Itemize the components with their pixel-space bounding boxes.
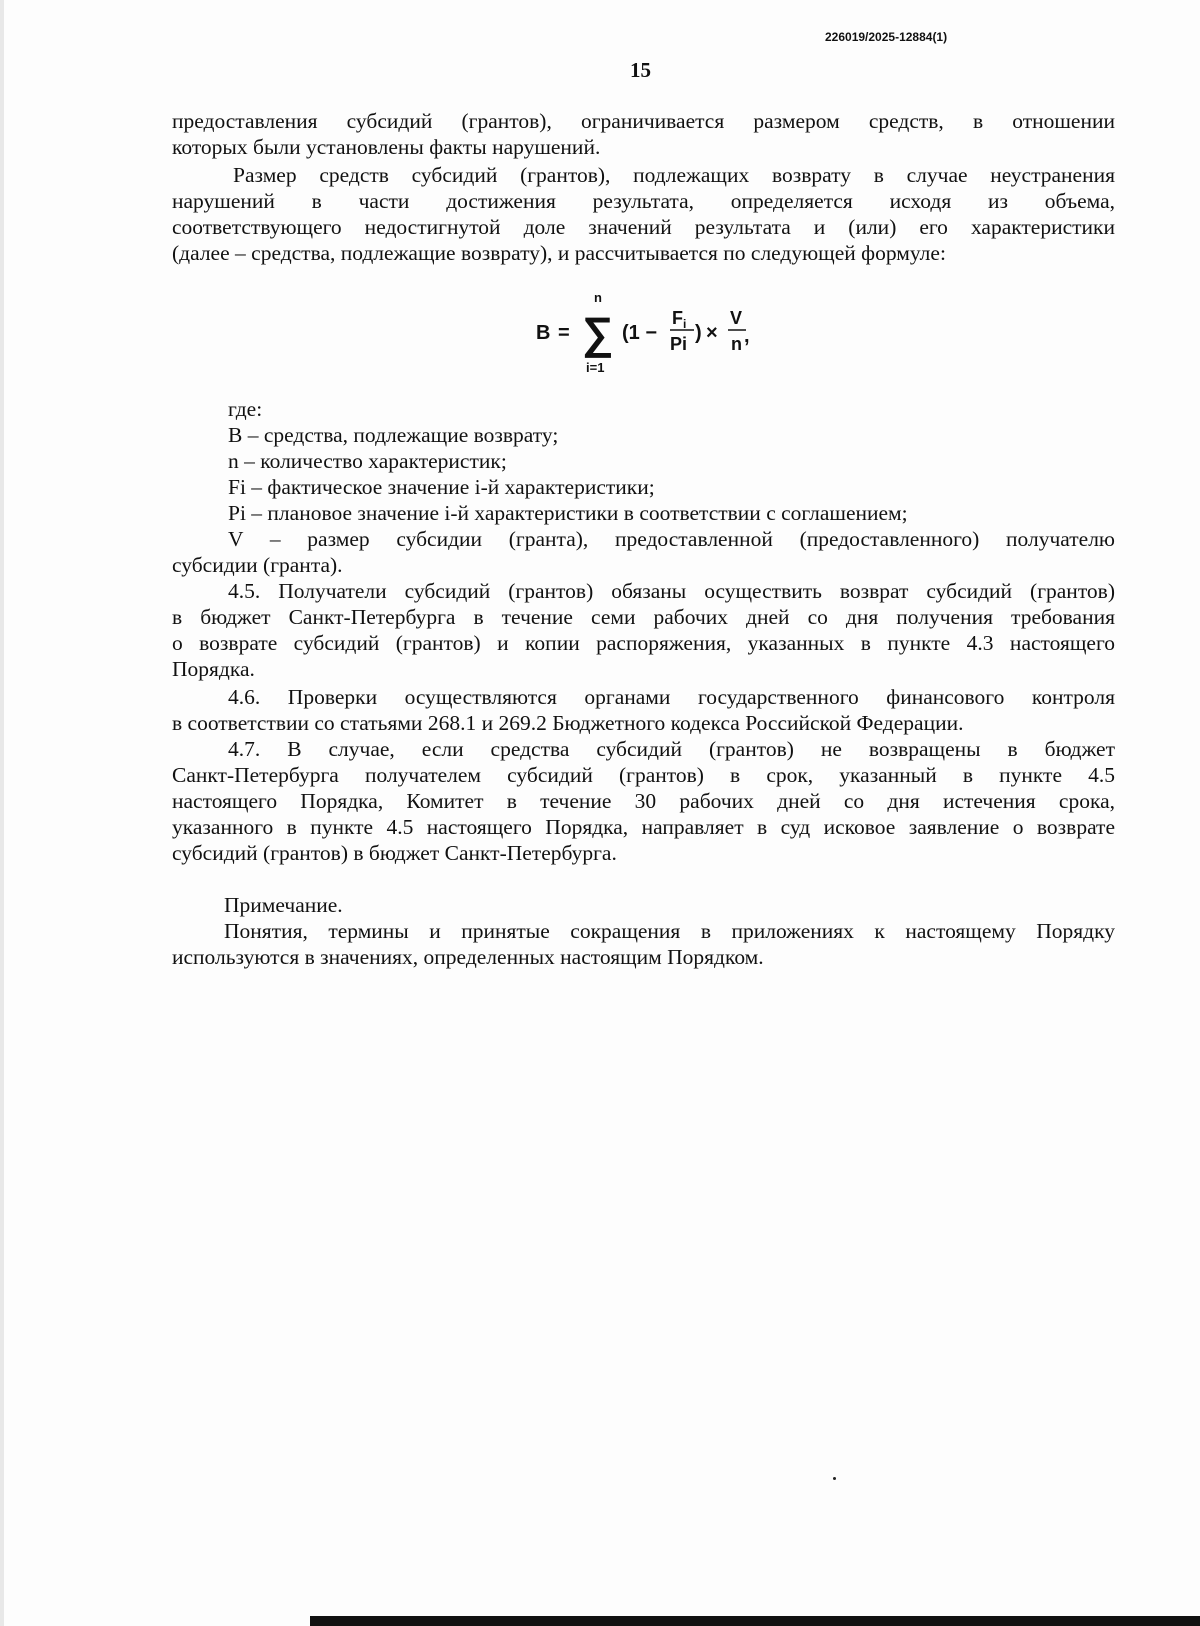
scan-edge (0, 0, 4, 1626)
paragraph-line: Размер средств субсидий (грантов), подлежащих возврату в случае неустранения (233, 163, 1115, 187)
paragraph-line: в бюджет Санкт-Петербурга в течение семи рабочих дней со дня получения требования (172, 605, 1115, 629)
paragraph-line: 4.5. Получатели субсидий (грантов) обязаны осуществить возврат субсидий (грантов) (228, 579, 1115, 603)
formula-lhs: В (536, 322, 551, 344)
formula-close-paren: ) (695, 322, 702, 344)
formula-numerator-sub: i (683, 317, 687, 331)
formula-upper-limit: n (594, 292, 602, 305)
definition-line: V – размер субсидии (гранта), предоставленной (предоставленного) получателю (228, 527, 1115, 551)
paragraph-line: (далее – средства, подлежащие возврату), и рассчитывается по следующей формуле: (172, 241, 946, 265)
paragraph-line: настоящего Порядка, Комитет в течение 30 рабочих дней со дня истечения срока, (172, 789, 1115, 813)
paragraph-line: 4.6. Проверки осуществляются органами государственного финансового контроля (228, 685, 1115, 709)
formula-v-numerator: V (730, 308, 743, 328)
paragraph-line: субсидий (грантов) в бюджет Санкт-Петербурга. (172, 841, 617, 865)
definition-line: Fi – фактическое значение i-й характеристики; (228, 475, 655, 499)
note-line: Понятия, термины и принятые сокращения в приложениях к настоящему Порядку (224, 919, 1115, 943)
page-number: 15 (630, 58, 651, 82)
paragraph-line: в соответствии со статьями 268.1 и 269.2 Бюджетного кодекса Российской Федерации. (172, 711, 964, 735)
document-id: 226019/2025-12884(1) (825, 30, 948, 44)
paragraph-line: 4.7. В случае, если средства субсидий (грантов) не возвращены в бюджет (228, 737, 1115, 761)
definition-line: субсидии (гранта). (172, 553, 343, 577)
formula-open-paren: (1 − (622, 322, 658, 344)
formula-numerator: F (672, 308, 683, 328)
note-line: используются в значениях, определенных настоящим Порядком. (172, 945, 764, 969)
paragraph-line: о возврате субсидий (грантов) и копии распоряжения, указанных в пункте 4.3 настоящего (172, 631, 1115, 655)
formula-lower-limit: i=1 (586, 360, 605, 375)
paragraph-line: предоставления субсидий (грантов), ограничивается размером средств, в отношении (172, 109, 1115, 133)
formula-comma: , (744, 325, 750, 347)
paragraph-line: указанного в пункте 4.5 настоящего Порядка, направляет в суд исковое заявление о возврате (172, 815, 1115, 839)
paragraph-line: Порядка. (172, 657, 255, 681)
paragraph-line: нарушений в части достижения результата, определяется исходя из объема, (172, 189, 1115, 213)
formula-times: × (706, 322, 718, 344)
paragraph-line: соответствующего недостигнутой доле значений результата и (или) его характеристики (172, 215, 1115, 239)
scan-bottom-edge (310, 1616, 1200, 1626)
refund-formula (530, 292, 790, 376)
formula-v-denominator: n (731, 334, 742, 354)
formula-equals: = (558, 322, 570, 344)
definition-line: В – средства, подлежащие возврату; (228, 423, 559, 447)
formula-sigma: ∑ (582, 309, 614, 358)
note-heading: Примечание. (224, 893, 343, 917)
paragraph-line: где: (228, 397, 263, 421)
definition-line: Pi – плановое значение i-й характеристики в соответствии с соглашением; (228, 501, 908, 525)
formula-denominator: Pi (670, 334, 688, 354)
definition-line: n – количество характеристик; (228, 449, 507, 473)
paragraph-line: Санкт-Петербурга получателем субсидий (грантов) в срок, указанный в пункте 4.5 (172, 763, 1115, 787)
scan-speck (833, 1477, 836, 1480)
paragraph-line: которых были установлены факты нарушений. (172, 135, 601, 159)
